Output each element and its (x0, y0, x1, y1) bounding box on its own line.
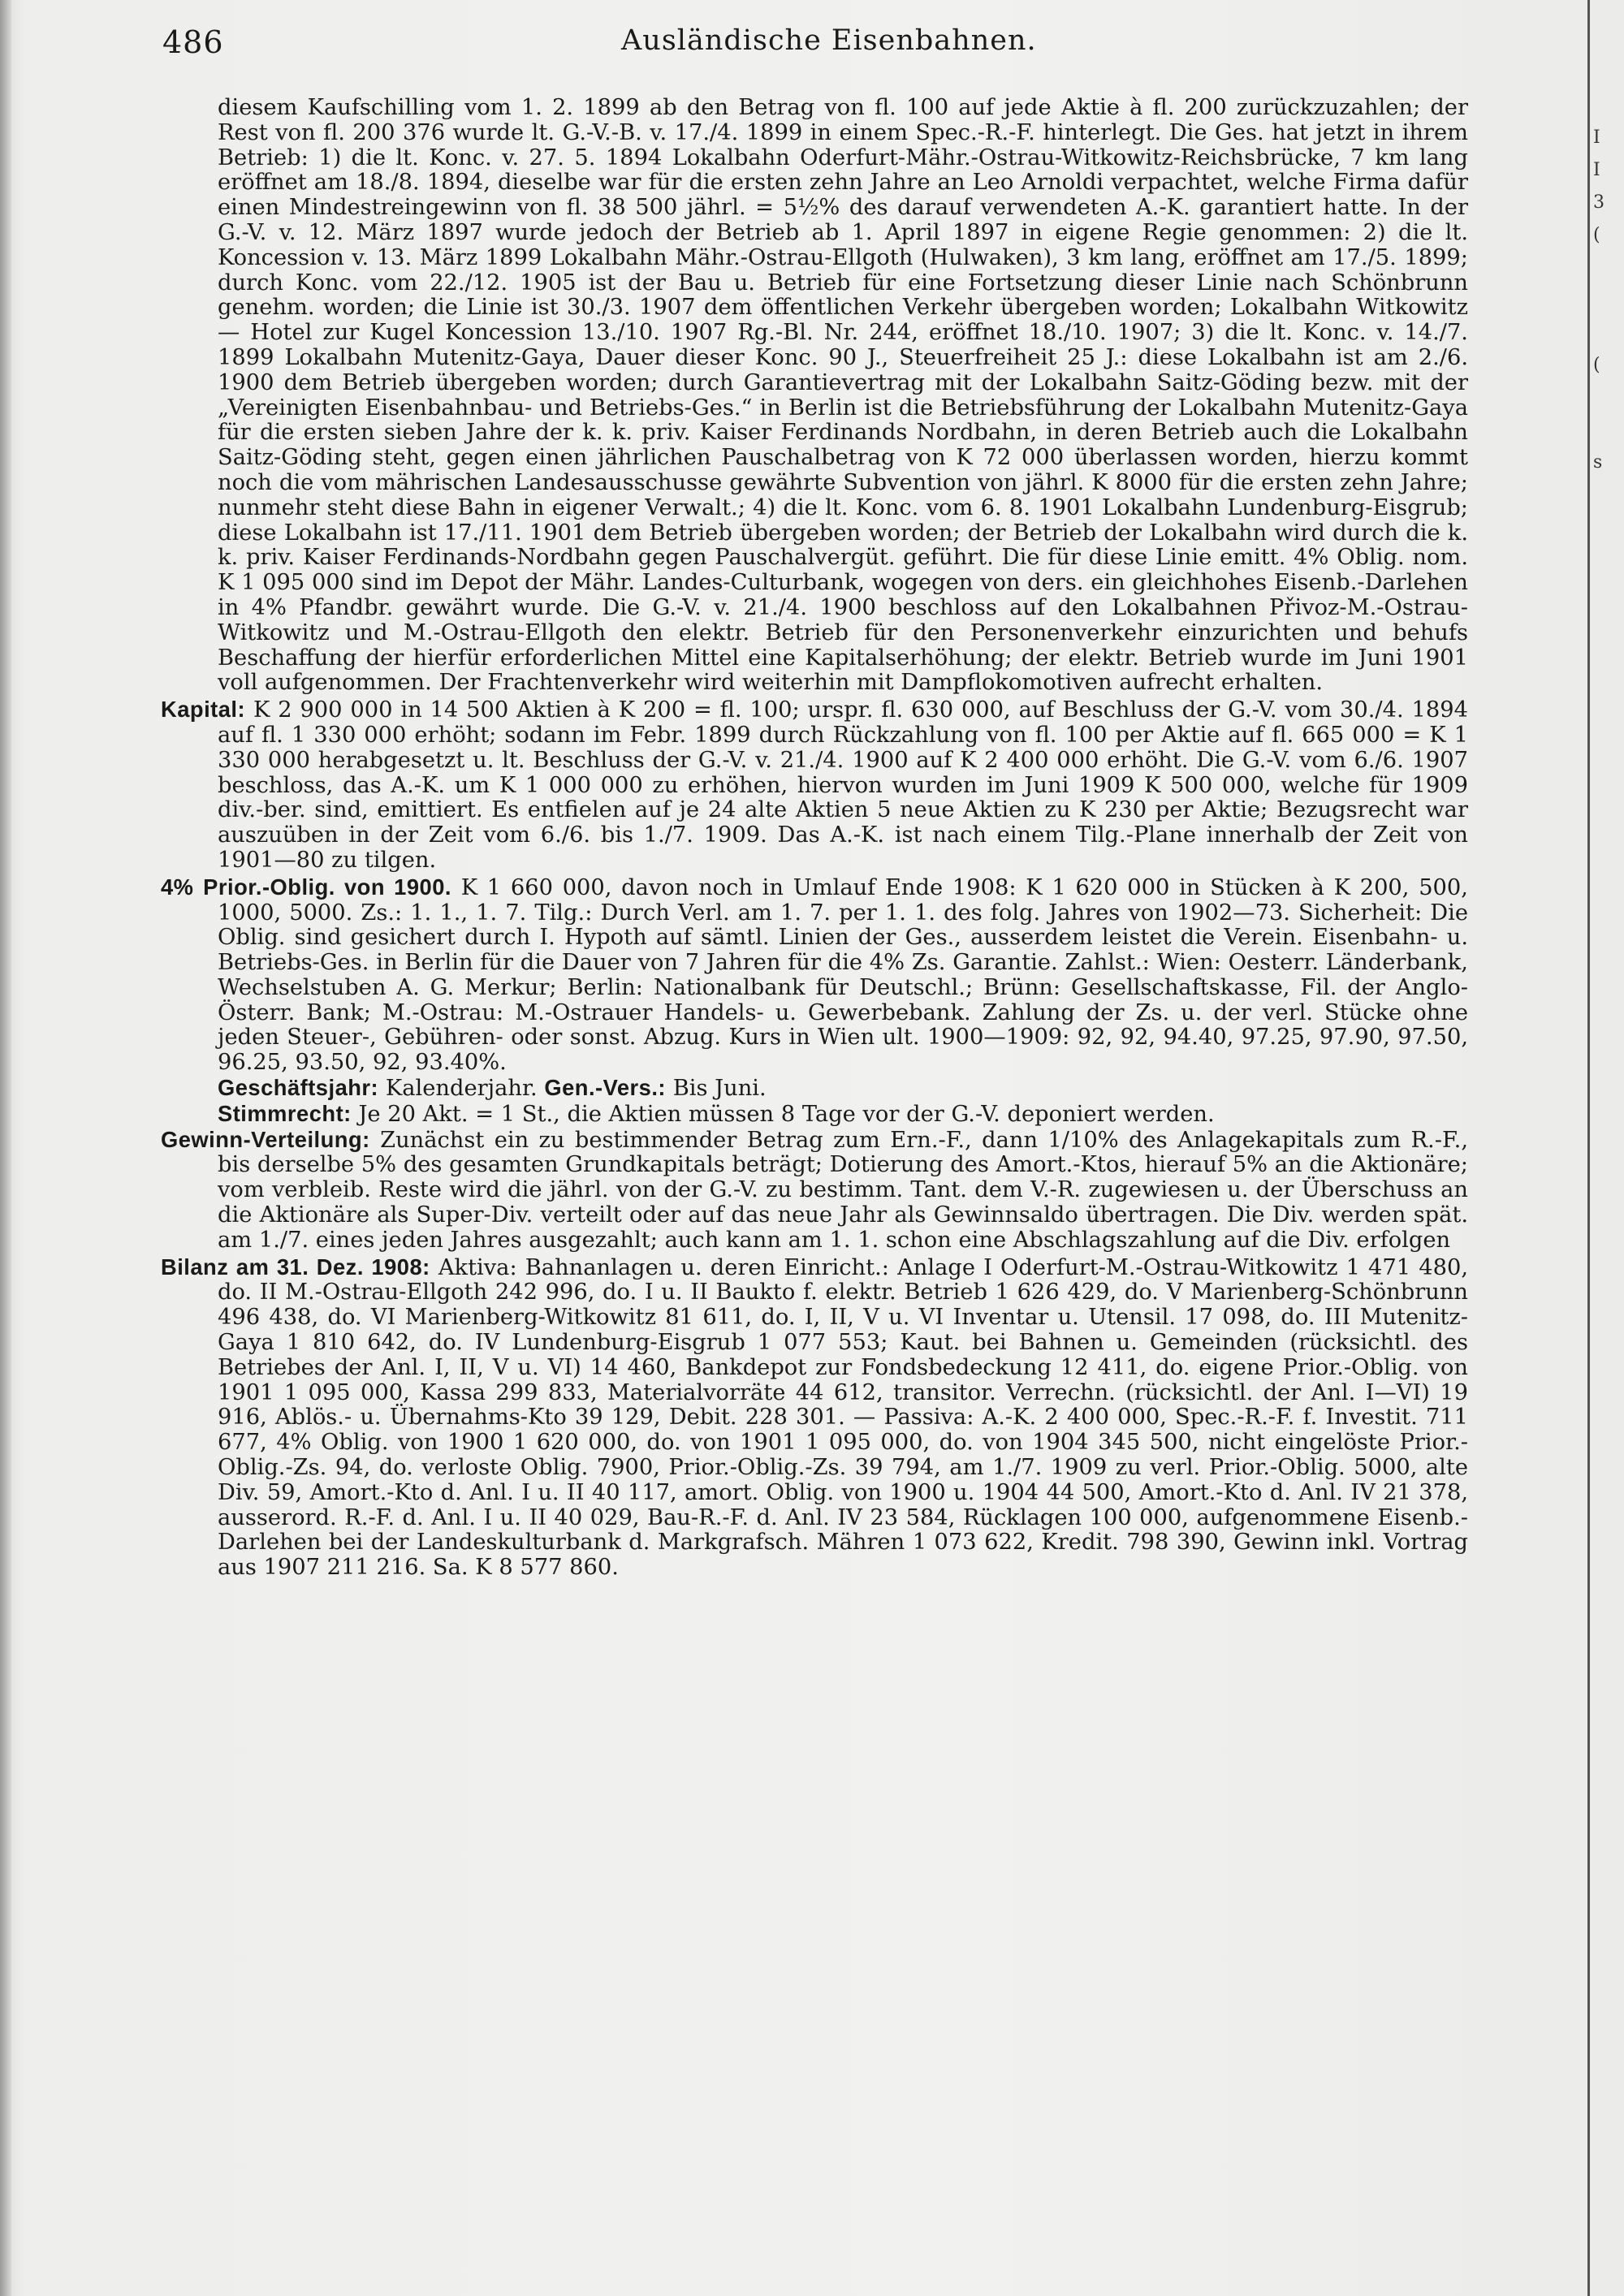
prior-oblig-section (161, 875, 1468, 1076)
prior-oblig-label: Prior.-Oblig. von 1900. (203, 874, 451, 900)
margin-mark: I (1593, 160, 1600, 180)
bilanz-label: Bilanz am 31. Dez. 1908: (161, 1254, 430, 1280)
gewinn-verteilung-section (161, 1128, 1468, 1254)
geschaeftsjahr-line (218, 1076, 1468, 1102)
page-body (161, 95, 1468, 1581)
page-binding-edge (0, 0, 11, 2296)
prior-oblig-prefix: 4% (161, 874, 194, 900)
gewinn-verteilung-label: Gewinn-Verteilung: (161, 1126, 370, 1152)
stimmrecht-section (218, 1102, 1468, 1128)
running-title: Ausländische Eisenbahnen. (621, 24, 1037, 57)
kapital-label: Kapital: (161, 697, 246, 723)
gewinn-verteilung-text: Zunächst ein zu bestimmender Betrag zum Ern.-F., dann 1/10% des Anlagekapitals zum R.-F., bis derselbe 5% des gesamten Grundkapitals beträgt; Dotierung des Amort.-Ktos, hierauf 5% an die Aktionäre; vom verbleib. Reste wird die jährl. von der G.-V. zu bestimm. Tant. dem V.-R. zugewiesen u. der Überschuss an die Aktionäre als Super-Div. verteilt oder auf das neue Jahr als Gewinnsaldo übertragen. Die Div. werden spät. am 1./7. eines jeden Jahres ausgezahlt; auch kann am 1. 1. schon eine Abschlagszahlung auf die Div. erfolgen (218, 1127, 1468, 1253)
page-header (162, 24, 1462, 65)
margin-mark: ( (1593, 355, 1600, 375)
adjacent-page-fragments (1593, 122, 1621, 479)
genvers-text: Bis Juni. (672, 1076, 767, 1102)
margin-mark: ( (1593, 225, 1600, 245)
geschaeftsjahr-label: Geschäftsjahr: (218, 1075, 379, 1101)
kapital-text: K 2 900 000 in 14 500 Aktien à K 200 = fl. 100; urspr. fl. 630 000, auf Beschluss der G.-V. vom 30./4. 1894 auf fl. 1 330 000 erhöht; sodann im Febr. 1899 durch Rückzahlung von fl. 100 per Aktie auf fl. 665 000 = K 1 330 000 herabgesetzt u. lt. Beschluss der G.-V. v. 21./4. 1900 auf K 2 400 000 erhöht. Die G.-V. vom 6./6. 1907 beschloss, das A.-K. um K 1 000 000 zu erhöhen, hiervon wurden im Juni 1909 K 500 000, welche für 1909 div.-ber. sind, emittiert. Es entfielen auf je 24 alte Aktien 5 neue Aktien zu K 230 per Aktie; Bezugsrecht war auszuüben in der Zeit vom 6./6. bis 1./7. 1909. Das A.-K. ist nach einem Tilg.-Plane innerhalb der Zeit von 1901—80 zu tilgen. (218, 697, 1468, 873)
geschaeftsjahr-text: Kalenderjahr. (385, 1076, 538, 1102)
page-number: 486 (162, 24, 224, 60)
margin-mark: s (1593, 452, 1603, 473)
bilanz-section (161, 1255, 1468, 1581)
margin-mark: 3 (1593, 192, 1605, 213)
genvers-label: Gen.-Vers.: (544, 1075, 667, 1101)
bilanz-text: Aktiva: Bahnanlagen u. deren Einricht.: Anlage I Oderfurt-M.-Ostrau-Witkowitz 1 471 480, do. II M.-Ostrau-Ellgoth 242 996, do. I u. II Baukto f. elektr. Betrieb 1 626 429, do. V Marienberg-Schönbrunn 496 438, do. VI Marienberg-Witkowitz 81 611, do. I, II, V u. VI Inventar u. Utensil. 17 098, do. III Mutenitz-Gaya 1 810 642, do. IV Lundenburg-Eisgrub 1 077 553; Kaut. bei Bahnen u. Gemeinden (rücksichtl. des Betriebes der Anl. I, II, V u. VI) 14 460, Bankdepot zur Fondsbedeckung 12 411, do. eigene Prior.-Oblig. von 1901 1 095 000, Kassa 299 833, Materialvorräte 44 612, transitor. Verrechn. (rücksichtl. der Anl. I—VI) 19 916, Ablös.- u. Übernahms-Kto 39 129, Debit. 228 301. — Passiva: A.-K. 2 400 000, Spec.-R.-F. f. Investit. 711 677, 4% Oblig. von 1900 1 620 000, do. von 1901 1 095 000, do. von 1904 345 500, nicht eingelöste Prior.-Oblig.-Zs. 94, do. verloste Oblig. 7900, Prior.-Oblig.-Zs. 39 794, am 1./7. 1909 zu verl. Prior.-Oblig. 5000, alte Div. 59, Amort.-Kto d. Anl. I u. II 40 117, amort. Oblig. von 1900 u. 1904 44 500, Amort.-Kto d. Anl. IV 21 378, ausserord. R.-F. d. Anl. I u. II 40 029, Bau-R.-F. d. Anl. IV 23 584, Rücklagen 100 000, aufgenommene Eisenb.-Darlehen bei der Landeskulturbank d. Markgrafsch. Mähren 1 073 622, Kredit. 798 390, Gewinn inkl. Vortrag aus 1907 211 216. Sa. K 8 577 860. (218, 1254, 1468, 1581)
stimmrecht-label: Stimmrecht: (218, 1100, 352, 1126)
margin-mark: I (1593, 127, 1600, 148)
stimmrecht-text: Je 20 Akt. = 1 St., die Aktien müssen 8 Tage vor der G.-V. deponiert werden. (358, 1101, 1215, 1127)
intro-paragraph: diesem Kaufschilling vom 1. 2. 1899 ab den Betrag von fl. 100 auf jede Aktie à fl. 200 zurückzuzahlen; der Rest von fl. 200 376 wurde lt. G.-V.-B. v. 17./4. 1899 in einem Spec.-R.-F. hinterlegt. Die Ges. hat jetzt in ihrem Betrieb: 1) die lt. Konc. v. 27. 5. 1894 Lokalbahn Oderfurt-Mähr.-Ostrau-Witkowitz-Reichsbrücke, 7 km lang eröffnet am 18./8. 1894, dieselbe war für die ersten zehn Jahre an Leo Arnoldi verpachtet, welche Firma dafür einen Mindestreingewinn von fl. 38 500 jährl. = 5½% des darauf verwendeten A.-K. garantiert hatte. In der G.-V. v. 12. März 1897 wurde jedoch der Betrieb ab 1. April 1897 in eigene Regie genommen: 2) die lt. Koncession v. 13. März 1899 Lokalbahn Mähr.-Ostrau-Ellgoth (Hulwaken), 3 km lang, eröffnet am 17./5. 1899; durch Konc. vom 22./12. 1905 ist der Bau u. Betrieb für eine Fortsetzung dieser Linie nach Schönbrunn genehm. worden; die Linie ist 30./3. 1907 dem öffentlichen Verkehr übergeben worden; Lokalbahn Witkowitz — Hotel zur Kugel Koncession 13./10. 1907 Rg.-Bl. Nr. 244, eröffnet 18./10. 1907; 3) die lt. Konc. v. 14./7. 1899 Lokalbahn Mutenitz-Gaya, Dauer dieser Konc. 90 J., Steuerfreiheit 25 J.: diese Lokalbahn ist am 2./6. 1900 dem Betrieb übergeben worden; durch Garantievertrag mit der Lokalbahn Saitz-Göding bezw. mit der „Vereinigten Eisenbahnbau- und Betriebs-Ges.“ in Berlin ist die Betriebsführung der Lokalbahn Mutenitz-Gaya für die ersten sieben Jahre der k. k. priv. Kaiser Ferdinands Nordbahn, in deren Betrieb auch die Lokalbahn Saitz-Göding steht, gegen einen jährlichen Pauschalbetrag von K 72 000 überlassen worden, hierzu kommt noch die vom mährischen Landesausschusse gewährte Subvention von jährl. K 8000 für die ersten zehn Jahre; nunmehr steht diese Bahn in eigener Verwalt.; 4) die lt. Konc. vom 6. 8. 1901 Lokalbahn Lundenburg-Eisgrub; diese Lokalbahn ist 17./11. 1901 dem Betrieb übergeben worden; der Betrieb der Lokalbahn wird durch die k. k. priv. Kaiser Ferdinands-Nordbahn gegen Pauschalvergüt. geführt. Die für diese Linie emitt. 4% Oblig. nom. K 1 095 000 sind im Depot der Mähr. Landes-Culturbank, wogegen von ders. ein gleichhohes Eisenb.-Darlehen in 4% Pfandbr. gewährt wurde. Die G.-V. v. 21./4. 1900 beschloss auf den Lokalbahnen Přivoz-M.-Ostrau-Witkowitz und M.-Ostrau-Ellgoth den elektr. Betrieb für den Personenverkehr einzurichten und behufs Beschaffung der hierfür erforderlichen Mittel eine Kapitalserhöhung; der elektr. Betrieb wurde im Juni 1901 voll aufgenommen. Der Frachtenverkehr wird weiterhin mit Dampflokomotiven aufrecht erhalten. (218, 95, 1468, 696)
prior-oblig-text: K 1 660 000, davon noch in Umlauf Ende 1908: K 1 620 000 in Stücken à K 200, 500, 1000, 5000. Zs.: 1. 1., 1. 7. Tilg.: Durch Verl. am 1. 7. per 1. 1. des folg. Jahres von 1902—73. Sicherheit: Die Oblig. sind gesichert durch I. Hypoth auf sämtl. Linien der Ges., ausserdem leistet die Verein. Eisenbahn- u. Betriebs-Ges. in Berlin für die Dauer von 7 Jahren für die 4% Zs. Garantie. Zahlst.: Wien: Oesterr. Länderbank, Wechselstuben A. G. Merkur; Berlin: Nationalbank für Deutschl.; Brünn: Gesellschaftskasse, Fil. der Anglo-Österr. Bank; M.-Ostrau: M.-Ostrauer Handels- u. Gewerbebank. Zahlung der Zs. u. der verl. Stücke ohne jeden Steuer-, Gebühren- oder sonst. Abzug. Kurs in Wien ult. 1900—1909: 92, 92, 94.40, 97.25, 97.90, 97.50, 96.25, 93.50, 92, 93.40%. (218, 874, 1468, 1076)
kapital-section (161, 697, 1468, 874)
